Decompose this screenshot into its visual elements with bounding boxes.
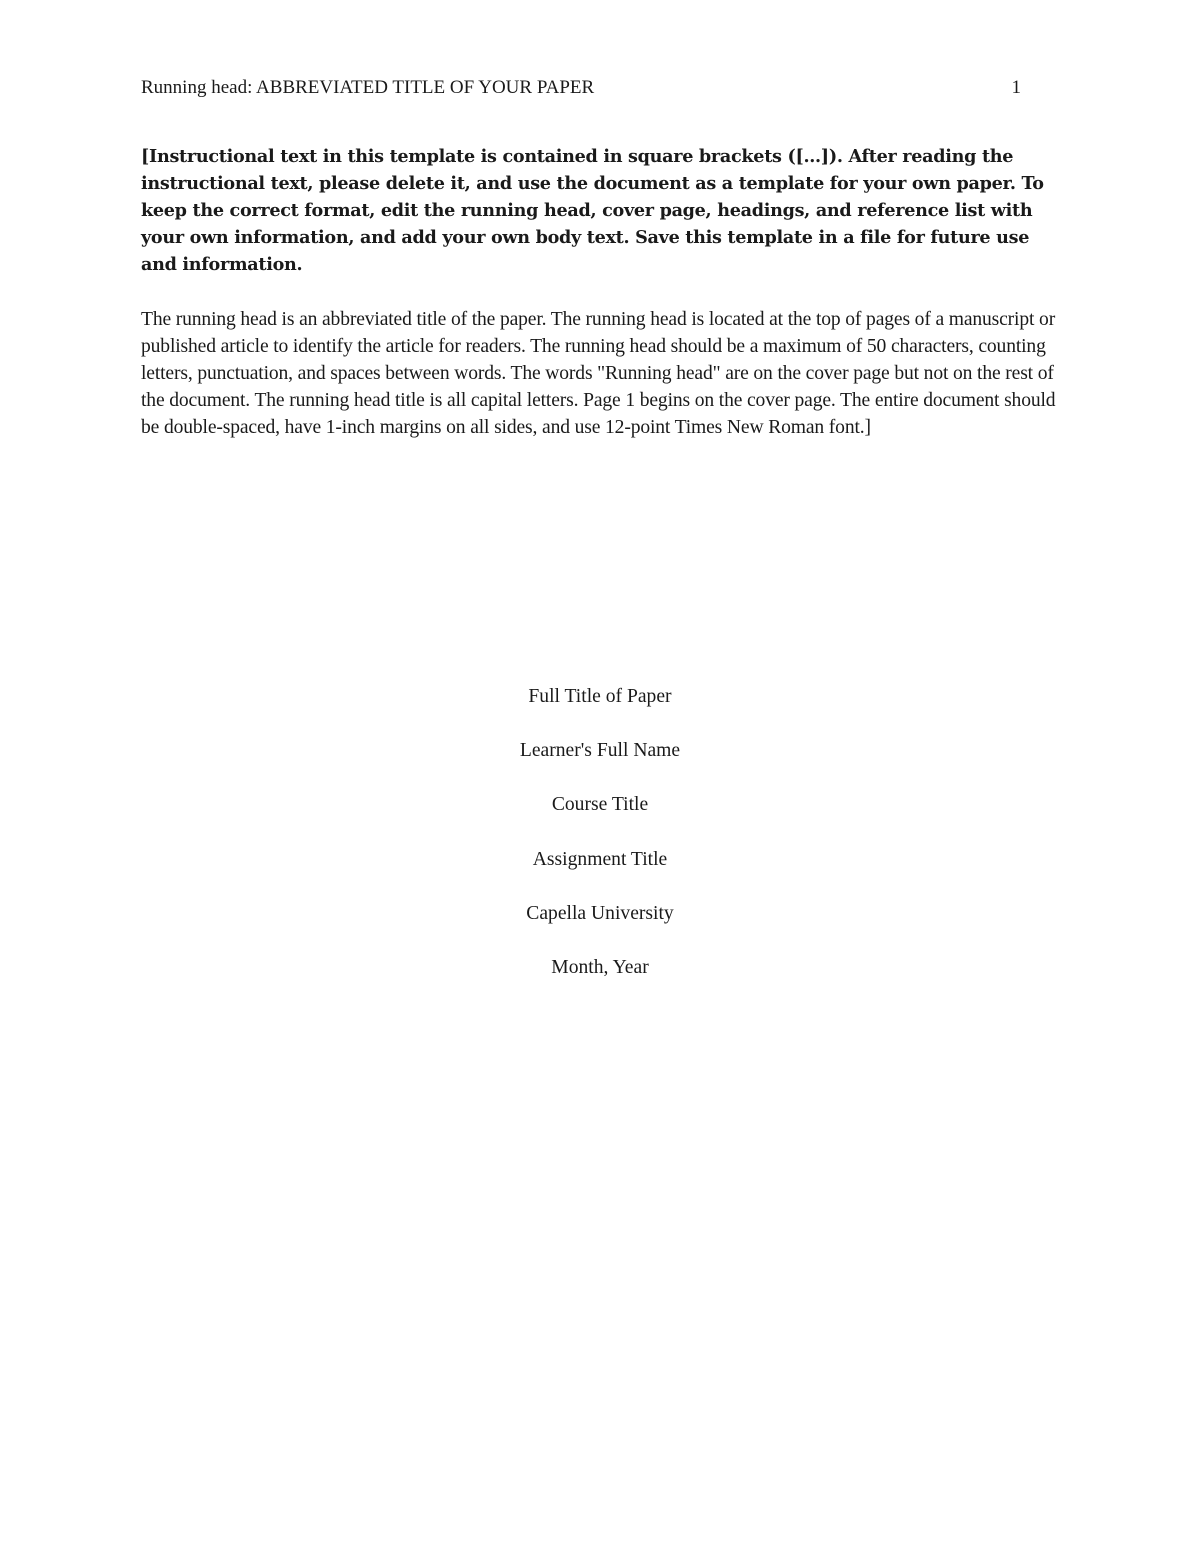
learner-name: Learner's Full Name — [519, 740, 681, 762]
running-head-title: Running head: ABBREVIATED TITLE OF YOUR PAPER — [141, 77, 595, 98]
running-head — [141, 74, 1021, 102]
paper-title: Full Title of Paper — [528, 686, 672, 707]
body-paragraph: The running head is an abbreviated title of the paper. The running head is located at the top of pages of a manuscript or published article to identify the article for readers. The running head should be a maximum of 50 characters, counting letters, punctuation, and spaces between words. The words "Running head" are on the cover page but not on the rest of the document. The running head title is all capital letters. Page 1 begins on the cover page. The entire document should be double-spaced, have 1-inch margins on all sides, and use 12-point Times New Roman font.] — [141, 309, 1056, 438]
university-name: Capella University — [526, 902, 674, 924]
course-title: Course Title — [551, 794, 649, 816]
date-line: Month, Year — [551, 956, 649, 978]
page-number: 1 — [1011, 77, 1021, 98]
cover-page-block — [0, 683, 1200, 1008]
instructional-text: [Instructional text in this template is contained in square brackets ([…]). After reading the instructional text, please delete it, and use the document as a template for your own paper. To keep the correct format, edit the running head, cover page, headings, and reference list with your own information, and add your own body text. Save this template in a file for future use and information. — [141, 146, 1044, 275]
assignment-title: Assignment Title — [532, 848, 668, 870]
